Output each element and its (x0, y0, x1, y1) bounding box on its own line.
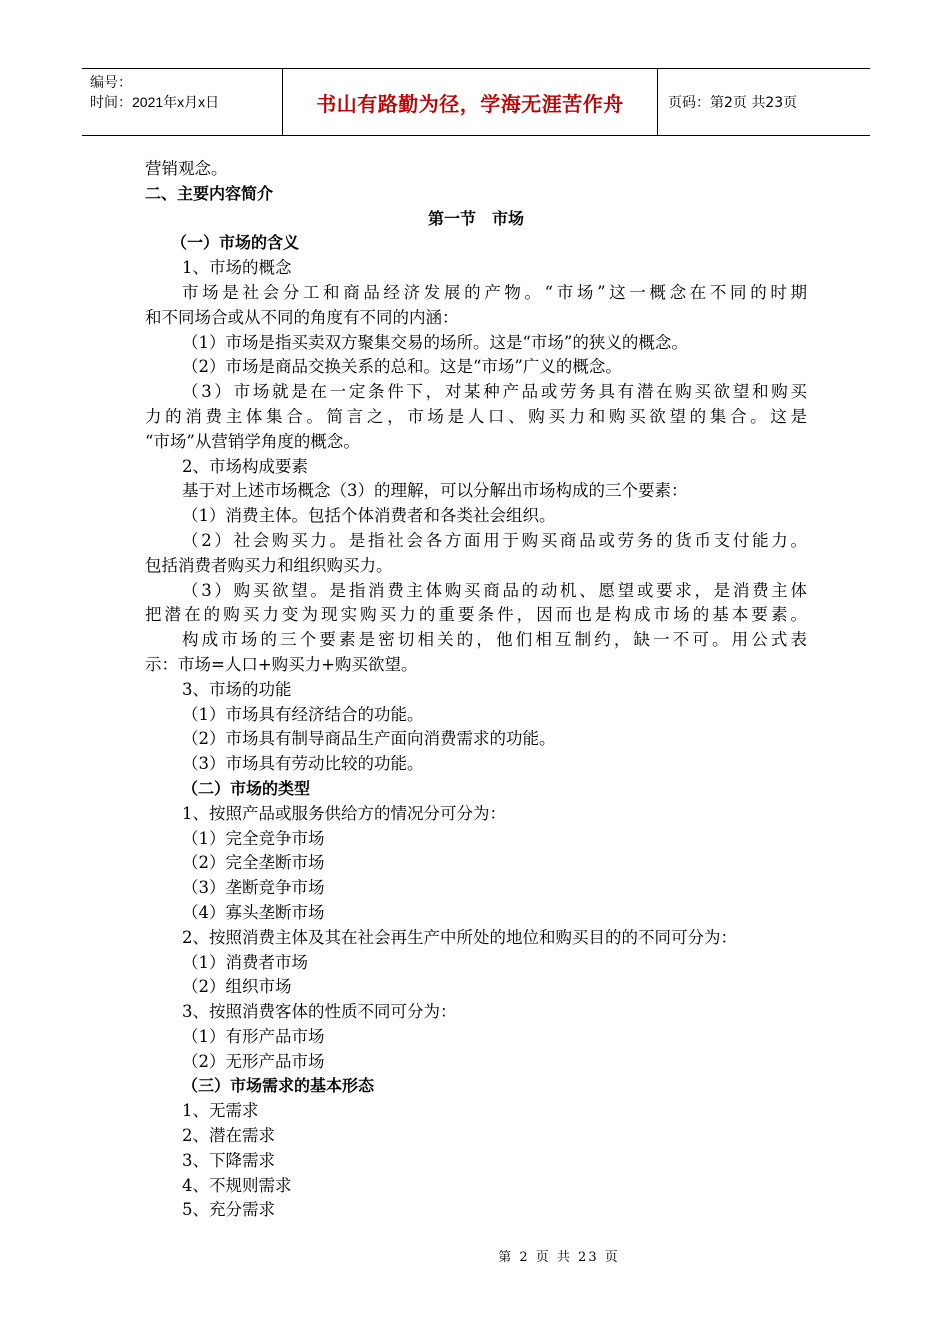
paragraph-line: 和不同场合或从不同的角度有不同的内涵： (145, 307, 459, 327)
list-item: （3）市场具有劳动比较的功能。 (182, 754, 424, 774)
list-item: （2）完全垄断市场 (182, 853, 325, 873)
list-item: 5、充分需求 (182, 1200, 275, 1220)
list-item: （2）市场具有制导商品生产面向消费需求的功能。 (182, 729, 556, 749)
list-item: （1）消费主体。包括个体消费者和各类社会组织。 (182, 506, 556, 526)
document-number-label: 编号： (90, 74, 132, 90)
list-item: 1、无需求 (182, 1101, 259, 1121)
list-item: （3）垄断竞争市场 (182, 878, 325, 898)
list-item: （1）市场是指买卖双方聚集交易的场所。这是“市场”的狭义的概念。 (182, 332, 688, 352)
page-footer: 第 2 页 共 23 页 (498, 1250, 620, 1265)
chapter-title: 第一节 市场 (427, 208, 524, 228)
list-item: 4、不规则需求 (182, 1175, 292, 1195)
list-item: 2、潜在需求 (182, 1126, 275, 1146)
page-header (82, 68, 870, 136)
subsection-heading: （三）市场需求的基本形态 (182, 1076, 375, 1096)
paragraph-line: 市场是社会分工和商品经济发展的产物。“市场”这一概念在不同的时期 (182, 282, 807, 302)
subsection-heading: （二）市场的类型 (182, 778, 311, 798)
paragraph-line: “市场”从营销学角度的概念。 (145, 431, 360, 451)
list-item: （2）无形产品市场 (182, 1051, 325, 1071)
document-body (145, 157, 807, 1223)
list-item: （1）消费者市场 (182, 952, 308, 972)
section-heading: 二、主要内容简介 (145, 183, 274, 203)
paragraph-line: 把潜在的购买力变为现实购买力的重要条件，因而也是构成市场的基本要素。 (145, 605, 807, 625)
list-item: （3）购买欲望。是指消费主体购买商品的动机、愿望或要求，是消费主体 (182, 580, 807, 600)
header-meta (82, 69, 283, 135)
list-item: 3、下降需求 (182, 1150, 275, 1170)
paragraph-line: 营销观念。 (145, 159, 228, 178)
item-heading: 3、市场的功能 (182, 679, 292, 699)
list-item: （1）市场具有经济结合的功能。 (182, 704, 424, 724)
paragraph-line: 构成市场的三个要素是密切相关的，他们相互制约，缺一不可。用公式表 (182, 630, 807, 650)
list-item: （2）组织市场 (182, 977, 292, 997)
paragraph-line: 基于对上述市场概念（3）的理解，可以分解出市场构成的三个要素： (182, 481, 688, 501)
list-item: （4）寡头垄断市场 (182, 902, 325, 922)
list-item: （1）完全竞争市场 (182, 828, 325, 848)
item-heading: 2、市场构成要素 (182, 456, 308, 476)
paragraph-line: 力的消费主体集合。简言之，市场是人口、购买力和购买欲望的集合。这是 (145, 406, 807, 426)
list-item: （1）有形产品市场 (182, 1026, 325, 1046)
item-heading: 3、按照消费客体的性质不同可分为： (182, 1002, 457, 1022)
list-item: （3）市场就是在一定条件下，对某种产品或劳务具有潜在购买欲望和购买 (182, 382, 807, 402)
subsection-heading: （一）市场的含义 (171, 233, 300, 253)
item-heading: 2、按照消费主体及其在社会再生产中所处的地位和购买目的的不同可分为： (182, 927, 737, 947)
header-motto: 书山有路勤为径，学海无涯苦作舟 (283, 69, 658, 135)
list-item: （2）社会购买力。是指社会各方面用于购买商品或劳务的货币支付能力。 (182, 530, 807, 550)
list-item: （2）市场是商品交换关系的总和。这是“市场”广义的概念。 (182, 357, 622, 377)
paragraph-line: 示：市场=人口+购买力+购买欲望。 (145, 654, 418, 674)
item-heading: 1、市场的概念 (182, 258, 292, 278)
header-page-info: 页码：第2页 共23页 (668, 95, 798, 111)
paragraph-line: 包括消费者购买力和组织购买力。 (145, 555, 393, 575)
item-heading: 1、按照产品或服务供给方的情况分可分为： (182, 803, 506, 823)
document-date: 时间：2021年x月x日 (90, 94, 220, 110)
